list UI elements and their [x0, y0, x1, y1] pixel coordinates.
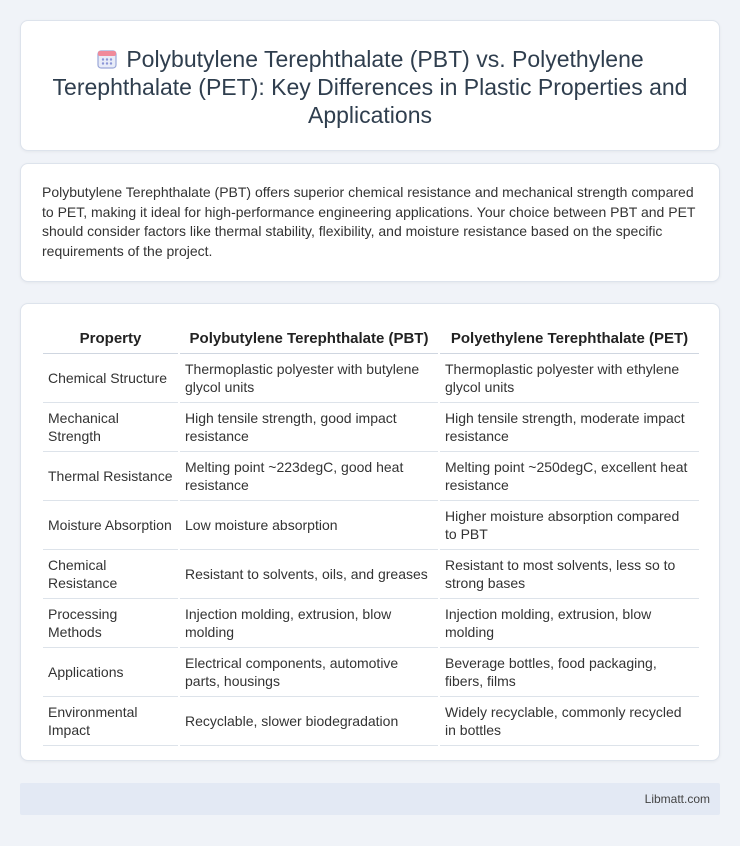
table-row: [43, 500, 699, 549]
pbt-cell: Thermoplastic polyester with butylene glycol units: [179, 353, 439, 402]
property-cell: Processing Methods: [43, 598, 179, 647]
pet-cell: Injection molding, extrusion, blow molding: [439, 598, 699, 647]
footer-bar: [20, 783, 720, 815]
calendar-icon: [96, 48, 118, 70]
table-row: [43, 451, 699, 500]
pet-cell: Melting point ~250degC, excellent heat resistance: [439, 451, 699, 500]
comparison-table: [43, 324, 699, 746]
table-row: [43, 696, 699, 745]
table-row: [43, 598, 699, 647]
property-cell: Environmental Impact: [43, 696, 179, 745]
pbt-cell: Recyclable, slower biodegradation: [179, 696, 439, 745]
pet-cell: Resistant to most solvents, less so to strong bases: [439, 549, 699, 598]
page-title: [31, 45, 709, 129]
pbt-cell: High tensile strength, good impact resistance: [179, 402, 439, 451]
property-cell: Applications: [43, 647, 179, 696]
property-cell: Mechanical Strength: [43, 402, 179, 451]
pet-cell: High tensile strength, moderate impact resistance: [439, 402, 699, 451]
pbt-cell: Resistant to solvents, oils, and greases: [179, 549, 439, 598]
footer-brand-link[interactable]: Libmatt.com: [644, 792, 710, 806]
pbt-cell: Electrical components, automotive parts, housings: [179, 647, 439, 696]
table-row: [43, 647, 699, 696]
pbt-cell: Low moisture absorption: [179, 500, 439, 549]
intro-paragraph: Polybutylene Terephthalate (PBT) offers superior chemical resistance and mechanical strength compared to PET, making it ideal for high-performance engineering applications. Your choice between PBT and PET should consider factors like thermal stability, flexibility, and moisture resistance based on the specific requirements of the project.: [42, 184, 696, 259]
page-title-text: Polybutylene Terephthalate (PBT) vs. Polyethylene Terephthalate (PET): Key Differences in Plastic Properties and Applications: [52, 46, 688, 128]
table-row: [43, 549, 699, 598]
pbt-cell: Melting point ~223degC, good heat resistance: [179, 451, 439, 500]
table-row: [43, 353, 699, 402]
table-row: [43, 402, 699, 451]
comparison-table-card: [20, 303, 720, 761]
intro-card: [20, 163, 720, 282]
table-header-row: [43, 324, 699, 353]
property-cell: Moisture Absorption: [43, 500, 179, 549]
column-header-property: Property: [43, 324, 179, 353]
column-header-pbt: Polybutylene Terephthalate (PBT): [179, 324, 439, 353]
column-header-pet: Polyethylene Terephthalate (PET): [439, 324, 699, 353]
pet-cell: Thermoplastic polyester with ethylene glycol units: [439, 353, 699, 402]
pet-cell: Widely recyclable, commonly recycled in bottles: [439, 696, 699, 745]
property-cell: Thermal Resistance: [43, 451, 179, 500]
pet-cell: Beverage bottles, food packaging, fibers, films: [439, 647, 699, 696]
title-card: [20, 20, 720, 151]
pet-cell: Higher moisture absorption compared to PBT: [439, 500, 699, 549]
property-cell: Chemical Structure: [43, 353, 179, 402]
property-cell: Chemical Resistance: [43, 549, 179, 598]
pbt-cell: Injection molding, extrusion, blow molding: [179, 598, 439, 647]
